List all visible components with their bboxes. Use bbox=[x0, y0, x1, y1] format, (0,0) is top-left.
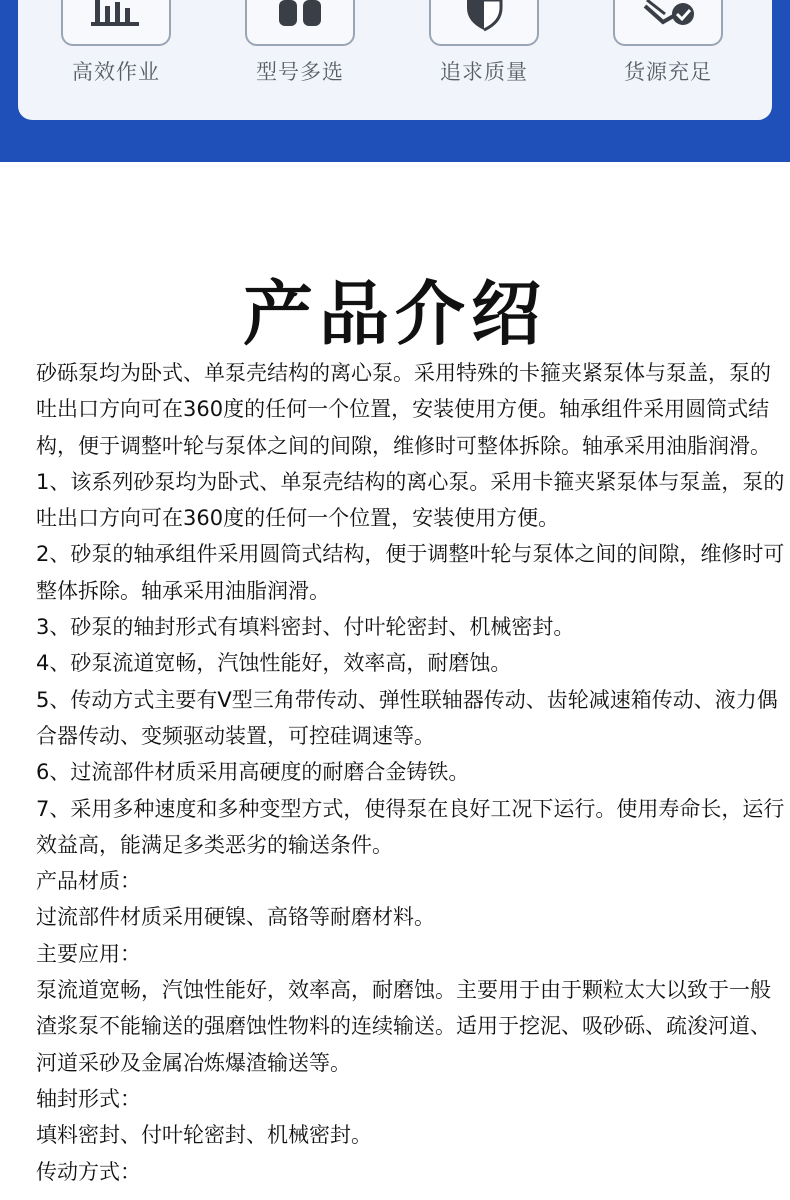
feature-models bbox=[244, 0, 356, 86]
paragraph: 7、采用多种速度和多种变型方式，使得泵在良好工况下运行。使用寿命长，运行效益高，能满足多类恶劣的输送条件。 bbox=[36, 796, 785, 857]
paragraph: 砂砾泵均为卧式、单泵壳结构的离心泵。采用特殊的卡箍夹紧泵体与泵盖，泵的吐出口方向可在360度的任何一个位置，安装使用方便。轴承组件采用圆筒式结构，便于调整叶轮与泵体之间的间隙，维修时可整体拆除。轴承采用油脂润滑。 bbox=[36, 361, 771, 458]
feature-label: 型号多选 bbox=[256, 60, 344, 84]
feature-stock bbox=[612, 0, 724, 86]
product-description bbox=[36, 355, 788, 1190]
paragraph: 4、砂泵流道宽畅，汽蚀性能好，效率高，耐磨蚀。 bbox=[36, 651, 512, 676]
feature-banner bbox=[0, 0, 790, 162]
feature-label: 追求质量 bbox=[440, 60, 528, 84]
paragraph: 产品材质： bbox=[36, 869, 141, 894]
paragraph: 6、过流部件材质采用高硬度的耐磨合金铸铁。 bbox=[36, 760, 470, 785]
paragraph: 主要应用： bbox=[36, 941, 141, 966]
box-check-icon bbox=[633, 0, 703, 34]
feature-card bbox=[18, 0, 772, 120]
paragraph: 5、传动方式主要有V型三角带传动、弹性联轴器传动、齿轮减速箱传动、液力偶合器传动、变频驱动装置，可控硅调速等。 bbox=[36, 687, 778, 748]
feature-efficient bbox=[60, 0, 172, 86]
section-title: 产品介绍 bbox=[243, 273, 547, 355]
paragraph: 1、该系列砂泵均为卧式、单泵壳结构的离心泵。采用卡箍夹紧泵体与泵盖，泵的吐出口方向可在360度的任何一个位置，安装使用方便。 bbox=[36, 469, 785, 531]
paragraph: 轴封形式： bbox=[36, 1086, 141, 1111]
feature-label: 货源充足 bbox=[624, 60, 712, 84]
shield-icon bbox=[449, 0, 519, 34]
feature-quality bbox=[428, 0, 540, 86]
paragraph: 填料密封、付叶轮密封、机械密封。 bbox=[36, 1123, 372, 1148]
grid-blocks-icon bbox=[265, 0, 335, 34]
bar-chart-icon bbox=[81, 0, 151, 34]
paragraph: 传动方式： bbox=[36, 1159, 141, 1184]
paragraph: 泵流道宽畅，汽蚀性能好，效率高，耐磨蚀。主要用于由于颗粒太大以致于一般渣浆泵不能输送的强磨蚀性物料的连续输送。适用于挖泥、吸砂砾、疏浚河道、河道采砂及金属冶炼爆渣输送等。 bbox=[36, 978, 771, 1075]
paragraph: 过流部件材质采用硬镍、高铬等耐磨材料。 bbox=[36, 905, 435, 930]
feature-label: 高效作业 bbox=[72, 60, 160, 84]
paragraph: 2、砂泵的轴承组件采用圆筒式结构，便于调整叶轮与泵体之间的间隙，维修时可整体拆除。轴承采用油脂润滑。 bbox=[36, 542, 785, 603]
paragraph: 3、砂泵的轴封形式有填料密封、付叶轮密封、机械密封。 bbox=[36, 615, 575, 640]
